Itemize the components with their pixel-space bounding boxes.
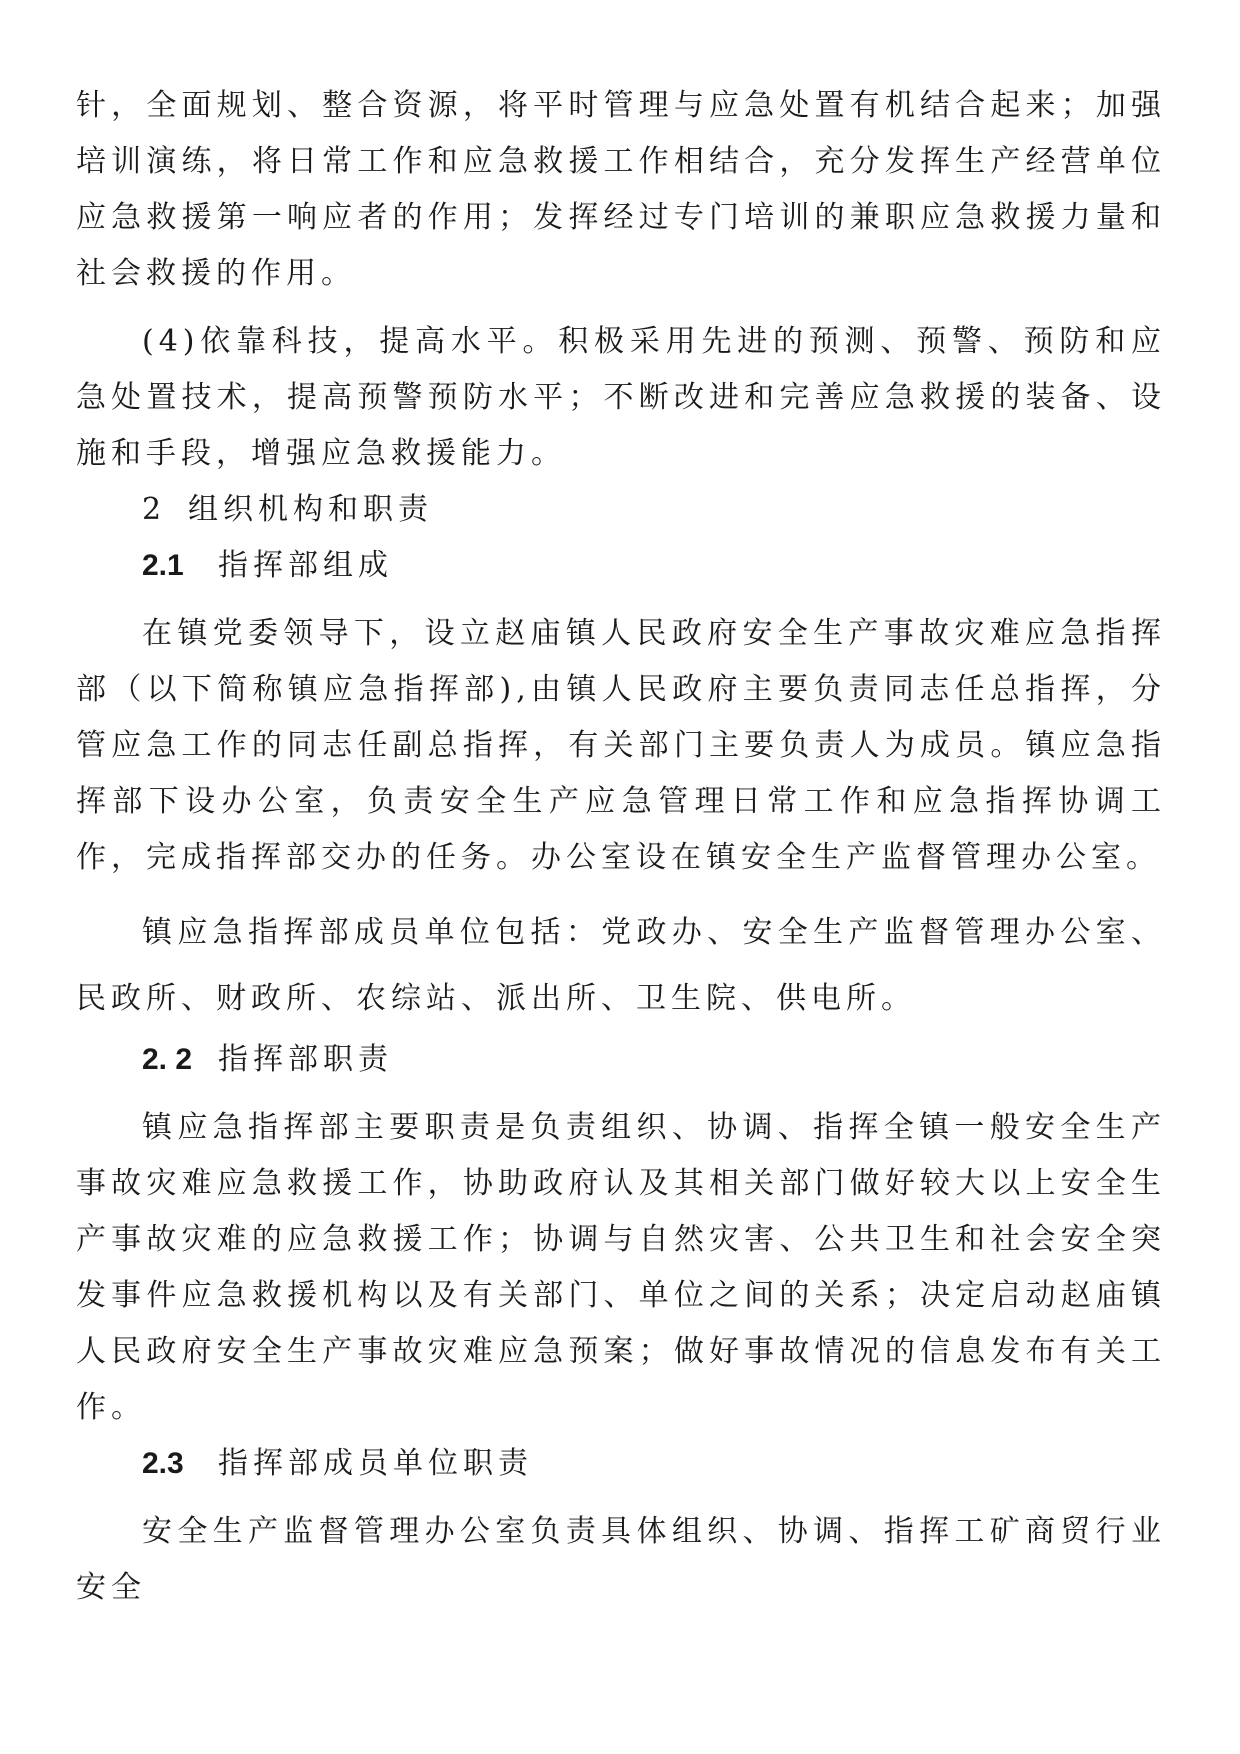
body-paragraph-continued: 针，全面规划、整合资源，将平时管理与应急处置有机结合起来；加强培训演练，将日常工作和应急救援工作相结合，充分发挥生产经营单位应急救援第一响应者的作用；发挥经过专门培训的兼职应急救援力量和社会救援的作用。 bbox=[76, 88, 1166, 291]
member-unit-duties-paragraph: 安全生产监督管理办公室负责具体组织、协调、指挥工矿商贸行业安全 bbox=[76, 1514, 1166, 1605]
section-heading-2-1 bbox=[76, 538, 1166, 594]
section-heading-2 bbox=[76, 482, 1166, 538]
document-body bbox=[76, 78, 1166, 1616]
principle-paragraph-4: (4)依靠科技，提高水平。积极采用先进的预测、预警、预防和应急处置技术，提高预警预防水平；不断改进和完善应急救援的装备、设施和手段，增强应急救援能力。 bbox=[76, 324, 1166, 471]
section-heading-2-3 bbox=[76, 1436, 1166, 1492]
section-title: 组织机构和职责 bbox=[188, 492, 433, 527]
section-title: 指挥部职责 bbox=[218, 1042, 393, 1077]
section-number: 2. 2 bbox=[142, 1043, 193, 1076]
section-number: 2 bbox=[142, 492, 162, 527]
section-title: 指挥部成员单位职责 bbox=[218, 1446, 533, 1481]
section-number: 2.3 bbox=[142, 1447, 184, 1480]
section-heading-2-2 bbox=[76, 1032, 1166, 1088]
section-number: 2.1 bbox=[142, 549, 184, 582]
command-composition-paragraph: 在镇党委领导下，设立赵庙镇人民政府安全生产事故灾难应急指挥部（以下简称镇应急指挥部),由镇人民政府主要负责同志任总指挥，分管应急工作的同志任副总指挥，有关部门主要负责人为成员。镇应急指挥部下设办公室，负责安全生产应急管理日常工作和应急指挥协调工作，完成指挥部交办的任务。办公室设在镇安全生产监督管理办公室。 bbox=[76, 616, 1166, 875]
command-duties-paragraph: 镇应急指挥部主要职责是负责组织、协调、指挥全镇一般安全生产事故灾难应急救援工作，协助政府认及其相关部门做好较大以上安全生产事故灾难的应急救援工作；协调与自然灾害、公共卫生和社会安全突发事件应急救援机构以及有关部门、单位之间的关系；决定启动赵庙镇人民政府安全生产事故灾难应急预案；做好事故情况的信息发布有关工作。 bbox=[76, 1110, 1166, 1425]
section-title: 指挥部组成 bbox=[218, 548, 393, 583]
member-units-paragraph: 镇应急指挥部成员单位包括：党政办、安全生产监督管理办公室、民政所、财政所、农综站、派出所、卫生院、供电所。 bbox=[76, 915, 1166, 1016]
